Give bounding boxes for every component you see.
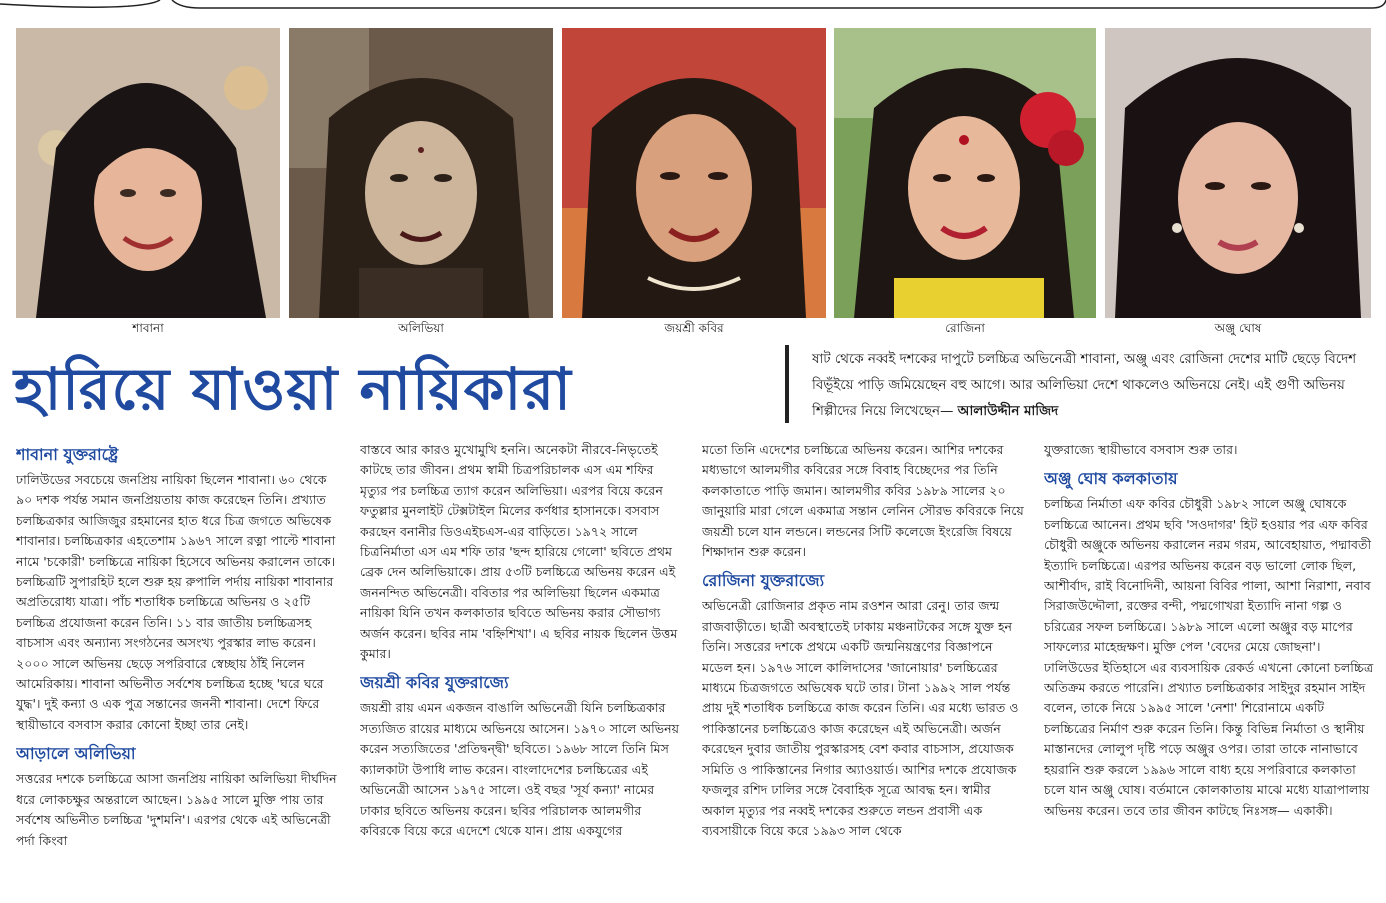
photo-jayasree <box>562 28 826 318</box>
photo-caption: জয়শ্রী কবির <box>664 321 724 335</box>
section-body-shabana: ঢালিউডের সবচেয়ে জনপ্রিয় নায়িকা ছিলেন শাবানা। ৬০ থেকে ৯০ দশক পর্যন্ত সমান জনপ্রিয়তায় কাজ করেছেন তিনি। প্রখ্যাত চলচ্চিত্রকার আজিজুর রহমানের হাত ধরে চিত্র জগতে অভিষেক শাবানার। চলচ্চিত্রকার এহতেশাম ১৯৬৭ সালে রত্না পাল্টে শাবানা নামে 'চকোরী' চলচ্চিত্রে নায়িকা হিসেবে অভিনয় করালেন তাকে। চলচ্চিত্রটি সুপারহিট হলে শুরু হয় রুপালি পর্দায় নায়িকা শাবানার অপ্রতিরোধ্য যাত্রা। পাঁচ শতাধিক চলচ্চিত্রে অভিনয় ও ২৫টি চলচ্চিত্র প্রযোজনা করেন তিনি। ১১ বার জাতীয় চলচ্চিত্রসহ বাচসাস এবং অন্যান্য সংগঠনের অসংখ্য পুরস্কার লাভ করেন। ২০০০ সালে অভিনয় ছেড়ে সপরিবারে স্বেচ্ছায় ঠাঁই নিলেন আমেরিকায়। শাবানা অভিনীত সর্বশেষ চলচ্চিত্র হচ্ছে 'ঘরে ঘরে যুদ্ধ'। দুই কন্যা ও এক পুত্র সন্তানের জননী শাবানা। দেশে ফিরে স্থায়ীভাবে বসবাস করার কোনো ইচ্ছা তার নেই। <box>16 472 336 732</box>
article-column-1 <box>16 440 338 900</box>
intro-blurb <box>812 347 1372 427</box>
section-body-jayasree-cont: মতো তিনি এদেশের চলচ্চিত্রে অভিনয় করেন। আশির দশকের মধ্যভাগে আলমগীর কবিরের সঙ্গে বিবাহ বিচ্ছেদের পর তিনি কলকাতাতে পাড়ি জমান। আলমগীর কবির ১৯৮৯ সালের ২০ জানুয়ারি মারা গেলে একমাত্র সন্তান লেনিন সৌরভ কবিরকে নিয়ে জয়শ্রী চলে যান লন্ডনে। লন্ডনের সিটি কলেজে ইংরেজি বিষয়ে শিক্ষাদান শুরু করেন। <box>702 442 1024 560</box>
photo-anju <box>1105 28 1371 318</box>
intro-divider <box>785 345 789 423</box>
section-heading-olivia: আড়ালে অলিভিয়া <box>16 744 136 764</box>
headline: হারিয়ে যাওয়া নায়িকারা <box>14 355 572 423</box>
article-column-2 <box>360 440 682 900</box>
article-column-3 <box>702 440 1024 900</box>
section-body-anju: চলচ্চিত্র নির্মাতা এফ কবির চৌধুরী ১৯৮২ সালে অঞ্জু ঘোষকে চলচ্চিত্রে আনেন। প্রথম ছবি 'সওদাগর' হিট হওয়ার পর এফ কবির চৌধুরী অঞ্জুকে অভিনয় করালেন নরম গরম, আবেহায়াত, পদ্মাবতী ইত্যাদি চলচ্চিত্রে। এরপর অভিনয় করেন বড় ভালো লোক ছিল, আশীর্বাদ, রাই বিনোদিনী, আয়না বিবির পালা, আশা নিরাশা, নবাব সিরাজউদ্দৌলা, রক্তের বন্দী, পদ্মগোখরা ইত্যাদি নানা গল্প ও চরিত্রের সফল চলচ্চিত্রে। ১৯৮৯ সালে এলো অঞ্জুর বড় মাপের সাফল্যের মাহেন্দ্রক্ষণ। মুক্তি পেল 'বেদের মেয়ে জোছনা'। ঢালিউডের ইতিহাসে এর ব্যবসায়িক রেকর্ড এখনো কোনো চলচ্চিত্র অতিক্রম করতে পারেনি। প্রখ্যাত চলচ্চিত্রকার সাইদুর রহমান সাইদ বলেন, তাকে নিয়ে ১৯৯৫ সালে 'নেশা' শিরোনামে একটি চলচ্চিত্রের নির্মাণ শুরু করেন তিনি। কিন্তু বিভিন্ন নির্মাতা ও স্থানীয় মাস্তানদের লোলুপ দৃষ্টি পড়ে অঞ্জুর ওপর। তারা তাকে নানাভাবে হয়রানি শুরু করলে ১৯৯৬ সালে বাধ্য হয়ে সপরিবারে কলকাতা চলে যান অঞ্জু ঘোষ। বর্তমানে কোলকাতায় মাঝে মধ্যে যাত্রাপালায় অভিনয় করেন। তবে তার জীবন কাটছে নিঃসঙ্গ— একাকী। <box>1044 496 1374 818</box>
section-body-olivia: সত্তরের দশকে চলচ্চিত্রে আসা জনপ্রিয় নায়িকা অলিভিয়া দীর্ঘদিন ধরে লোকচক্ষুর অন্তরালে আছেন। ১৯৯৫ সালে মুক্তি পায় তার সর্বশেষ অভিনীত চলচ্চিত্র 'দুশমনি'। এরপর থেকে এই অভিনেত্রী পর্দা কিংবা <box>16 771 337 848</box>
photo-olivia <box>289 28 553 318</box>
photo-rozina <box>834 28 1096 318</box>
top-border-decoration <box>0 0 1386 14</box>
photo-caption: রোজিনা <box>945 321 985 335</box>
photo-caption: অঞ্জু ঘোষ <box>1214 321 1262 335</box>
section-body-rozina: অভিনেত্রী রোজিনার প্রকৃত নাম রওশন আরা রেনু। তার জন্ম রাজবাড়ীতে। ছাত্রী অবস্থাতেই ঢাকায় মঞ্চনাটকের সঙ্গে যুক্ত হন তিনি। সত্তরের দশকে প্রথমে একটি জন্মনিয়ন্ত্রণের বিজ্ঞাপনে মডেল হন। ১৯৭৬ সালে কালিদাসের 'জানোয়ার' চলচ্চিত্রের মাধ্যমে চিত্রজগতে অভিষেক ঘটে তার। টানা ১৯৯২ সাল পর্যন্ত প্রায় দুই শতাধিক চলচ্চিত্রে কাজ করেন তিনি। এর মধ্যে ভারত ও পাকিস্তানের চলচ্চিত্রেও কাজ করেছেন এই অভিনেত্রী। অর্জন করেছেন দুবার জাতীয় পুরস্কারসহ বেশ কবার বাচসাস, প্রযোজক সমিতি ও পাকিস্তানের নিগার অ্যাওয়ার্ড। আশির দশকে প্রযোজক ফজলুর রশিদ ঢালির সঙ্গে বৈবাহিক সূত্রে আবদ্ধ হন। স্বামীর অকাল মৃত্যুর পর নব্বই দশকের শুরুতে লন্ডন প্রবাসী এক ব্যবসায়ীকে বিয়ে করে ১৯৯৩ সাল থেকে <box>702 598 1019 838</box>
photo-caption: শাবানা <box>132 321 164 335</box>
intro-text: ষাট থেকে নব্বই দশকের দাপুটে চলচ্চিত্র অভিনেত্রী শাবানা, অঞ্জু এবং রোজিনা দেশের মাটি ছেড়ে বিদেশ বিভূঁইয়ে পাড়ি জমিয়েছেন বহু আগে। আর অলিভিয়া দেশে থাকলেও অভিনয়ে নেই। এই গুণী অভিনয় শিল্পীদের নিয়ে লিখেছেন— <box>812 352 1357 419</box>
section-body-jayasree: জয়শ্রী রায় এমন একজন বাঙালি অভিনেত্রী যিনি চলচ্চিত্রকার সত্যজিত রায়ের মাধ্যমে অভিনয়ে আসেন। ১৯৭০ সালে অভিনয় করেন সত্যজিতের 'প্রতিদ্বন্দ্বী' ছবিতে। ১৯৬৮ সালে তিনি মিস ক্যালকাটা উপাধি লাভ করেন। বাংলাদেশের চলচ্চিত্রের এই অভিনেত্রী আসেন ১৯৭৫ সালে। ওই বছর 'সূর্য কন্যা' নামের ঢাকার ছবিতে অভিনয় করেন। ছবির পরিচালক আলমগীর কবিরকে বিয়ে করে এদেশে থেকে যান। প্রায় একযুগের <box>360 700 680 838</box>
author-name: আলাউদ্দীন মাজিদ <box>957 404 1059 419</box>
section-body-olivia-cont: বাস্তবে আর কারও মুখোমুখি হননি। অনেকটা নীরবে-নিভৃতেই কাটছে তার জীবন। প্রথম স্বামী চিত্রপরিচালক এস এম শফির মৃত্যুর পর চলচ্চিত্র ত্যাগ করেন অলিভিয়া। এরপর বিয়ে করেন ফতুল্লার মুনলাইট টেক্সটাইল মিলের কর্ণধার হাসানকে। বসবাস করছেন বনানীর ডিওএইচএস-এর বাড়িতে। ১৯৭২ সালে চিত্রনির্মাতা এস এম শফি তার 'ছন্দ হারিয়ে গেলো' ছবিতে প্রথম ব্রেক দেন অলিভিয়াকে। প্রায় ৫৩টি চলচ্চিত্রে অভিনয় করেন এই জননন্দিত অভিনেত্রী। ববিতার পর অলিভিয়া ছিলেন একমাত্র নায়িকা যিনি তখন কলকাতার ছবিতে অভিনয় করার সৌভাগ্য অর্জন করেন। ছবির নাম 'বহ্নিশিখা'। এ ছবির নায়ক ছিলেন উত্তম কুমার। <box>360 442 678 662</box>
section-heading-rozina: রোজিনা যুক্তরাজ্যে <box>702 571 825 591</box>
photo-shabana <box>16 28 280 318</box>
section-heading-jayasree: জয়শ্রী কবির যুক্তরাজ্যে <box>360 673 509 693</box>
photo-caption: অলিভিয়া <box>398 321 444 335</box>
section-heading-shabana: শাবানা যুক্তরাষ্ট্রে <box>16 445 119 464</box>
section-heading-anju: অঞ্জু ঘোষ কলকাতায় <box>1044 469 1178 489</box>
article-column-4 <box>1044 440 1374 900</box>
section-body-rozina-cont: যুক্তরাজ্যে স্থায়ীভাবে বসবাস শুরু তার। <box>1044 442 1238 457</box>
